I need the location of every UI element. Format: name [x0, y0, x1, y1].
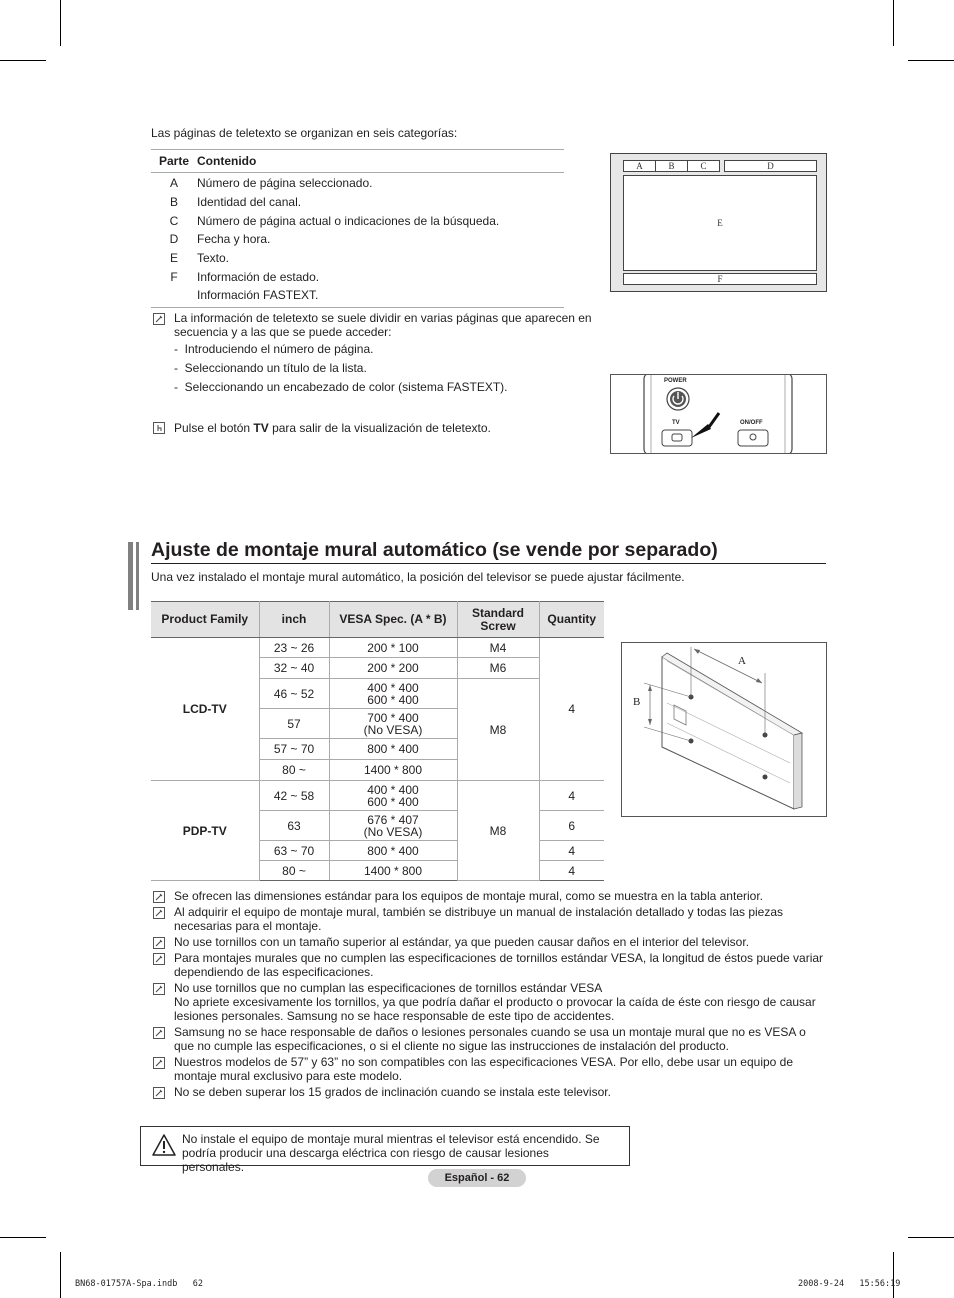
header-parte: Parte [158, 154, 190, 168]
list-item: Para montajes murales que no cumplen las especificaciones de tornillos estándar VESA, la longitud de éstos puede variar dependiendo de las especificaciones. [153, 951, 828, 979]
heading-bar [128, 542, 133, 610]
wall-mount-diagram [621, 642, 827, 817]
header-screw: Standard Screw [457, 602, 539, 638]
note-icon [153, 1087, 165, 1099]
note-icon [153, 1057, 165, 1069]
lcd-quantity: 4 [539, 638, 604, 781]
dimension-a-label: A [738, 655, 746, 667]
section-intro: Una vez instalado el montaje mural automático, la posición del televisor se puede ajustar fácilmente. [151, 570, 685, 584]
table-row: E Texto. [169, 251, 230, 266]
list-item: No use tornillos con un tamaño superior al estándar, ya que pueden causar daños en el interior del televisor. [153, 935, 828, 949]
heading-underline [151, 563, 826, 564]
table-header-row [151, 602, 604, 638]
header-contenido: Contenido [197, 154, 257, 168]
power-label: POWER [664, 378, 687, 384]
lcd-screw-m8: M8 [457, 679, 539, 781]
tv-label: TV [672, 420, 680, 426]
table-row: 57 ~ 70 800 * 400 [151, 739, 604, 760]
crop-mark [908, 1237, 954, 1238]
header-inch: inch [259, 602, 329, 638]
warning-text: No instale el equipo de montaje mural mientras el televisor está encendido. Se podría producir una descarga eléctrica con riesgo de causar lesiones personales. [182, 1132, 600, 1174]
teletext-a: A [623, 160, 656, 172]
teletext-f: F [623, 273, 817, 285]
table-row: C Número de página actual o indicaciones de la búsqueda. [169, 213, 500, 228]
table-row: B Identidad del canal. [169, 195, 302, 210]
section-title: Ajuste de montaje mural automático (se vende por separado) [151, 539, 718, 561]
crop-mark [893, 0, 894, 46]
list-item: Samsung no se hace responsable de daños o lesiones personales cuando se usa un montaje mural que no es VESA o que no cumple las especificaciones, o si el cliente no sigue las instrucciones de instalación del producto. [153, 1025, 828, 1053]
teletext-d: D [724, 160, 817, 172]
table-row: 46 ~ 52 400 * 400 600 * 400 M8 [151, 679, 604, 709]
footer-timestamp: 2008-9-24 15:56:19 [798, 1279, 901, 1289]
list-item: Al adquirir el equipo de montaje mural, también se distribuye un manual de instalación detallado y todas las piezas necesarias para el montaje. [153, 905, 828, 933]
table-row: 32 ~ 40 200 * 200 M6 [151, 658, 604, 679]
table-row: F Información de estado. [170, 269, 320, 284]
table-row: 63 ~ 70 800 * 400 4 [151, 841, 604, 861]
intro-text: Las páginas de teletexto se organizan en seis categorías: [151, 126, 458, 140]
teletext-b: B [655, 160, 688, 172]
table-row: A Número de página seleccionado. [169, 176, 373, 191]
notes-list [153, 889, 828, 1101]
crop-mark [60, 0, 61, 46]
crop-mark [60, 1252, 61, 1298]
teletext-c: C [687, 160, 720, 172]
list-item: Se ofrecen las dimensiones estándar para los equipos de montaje mural, como se muestra en la tabla anterior. [153, 889, 828, 903]
heading-bar [136, 542, 139, 610]
crop-mark [908, 60, 954, 61]
remote-control-image [610, 374, 827, 454]
table-row: 63 676 * 407 (No VESA) 6 [151, 811, 604, 841]
header-product-family: Product Family [151, 602, 259, 638]
parts-table [151, 149, 564, 308]
note-icon [153, 907, 165, 919]
list-item: No use tornillos que no cumplan las especificaciones de tornillos estándar VESA No apriete excesivamente los tornillos, ya que podría dañar el producto o provocar la caída de éste con riesgo de causar lesiones personales. Samsung no se hace responsable de este tipo de accidentes. [153, 981, 828, 1023]
table-row: 57 700 * 400 (No VESA) [151, 709, 604, 739]
table-row: PDP-TV 42 ~ 58 400 * 400 600 * 400 M8 4 [151, 781, 604, 811]
family-pdp: PDP-TV [151, 781, 259, 881]
note-icon [153, 983, 165, 995]
table-row: Información FASTEXT. [197, 288, 319, 303]
warning-box [140, 1126, 630, 1174]
hand-icon [153, 422, 165, 434]
warning-icon [152, 1134, 176, 1161]
crop-mark [0, 60, 46, 61]
crop-mark [893, 1252, 894, 1298]
header-quantity: Quantity [539, 602, 604, 638]
exit-teletext-note: Pulse el botón TV para salir de la visualización de teletexto. [174, 421, 491, 435]
table-row: 80 ~ 1400 * 800 4 [151, 861, 604, 881]
parts-table-header [151, 150, 564, 173]
page-number-label: Español - 62 [428, 1169, 526, 1187]
crop-mark [0, 1237, 46, 1238]
footer-file-info: BN68-01757A-Spa.indb 62 [75, 1279, 203, 1289]
table-row: 80 ~ 1400 * 800 [151, 760, 604, 781]
note-icon [153, 891, 165, 903]
dimension-b-label: B [633, 696, 641, 708]
table-row: LCD-TV 23 ~ 26 200 * 100 M4 4 [151, 638, 604, 658]
note-icon [153, 313, 165, 325]
teletext-diagram [610, 153, 827, 292]
pdp-screw: M8 [457, 781, 539, 881]
header-vesa: VESA Spec. (A * B) [329, 602, 457, 638]
note-icon [153, 1027, 165, 1039]
note-icon [153, 953, 165, 965]
teletext-e: E [623, 175, 817, 271]
table-row: D Fecha y hora. [169, 232, 271, 247]
list-item: No se deben superar los 15 grados de inclinación cuando se instala este televisor. [153, 1085, 828, 1099]
teletext-info-note: La información de teletexto se suele dividir en varias páginas que aparecen en secuencia y a las que se puede acceder: - Introduciendo el número de página. - Seleccionando un título de la lista. - Seleccionando un encabezado de color (sistema FASTEXT). [174, 311, 592, 394]
note-icon [153, 937, 165, 949]
list-item: Nuestros modelos de 57” y 63” no son compatibles con las especificaciones VESA. Por ello, debe usar un equipo de montaje mural exclusivo para este modelo. [153, 1055, 828, 1083]
wall-mount-table [151, 601, 604, 881]
family-lcd: LCD-TV [151, 638, 259, 781]
onoff-label: ON/OFF [740, 420, 763, 426]
